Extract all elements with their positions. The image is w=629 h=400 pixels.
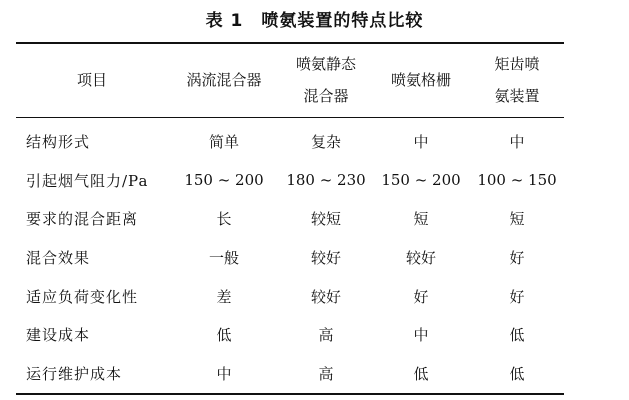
table-cell: 中: [509, 133, 525, 152]
caption-title: 喷氨装置的特点比较: [261, 11, 424, 31]
table-row: [16, 117, 564, 161]
table-row: [16, 277, 564, 316]
table-cell: 较好: [310, 287, 341, 306]
table-cell: 低: [413, 364, 429, 383]
header-ammonia-grid: [372, 43, 470, 117]
header-vortex-mixer: [168, 43, 280, 117]
table-cell: 好: [509, 287, 525, 306]
table-cell: 180 ~ 230: [286, 171, 366, 190]
caption-number: 表 1: [205, 11, 244, 31]
table-cell: 较好: [310, 249, 341, 268]
table-cell: 差: [216, 287, 232, 306]
table-cell: 高: [318, 364, 334, 383]
row-label: 适应负荷变化性: [26, 287, 139, 306]
table-cell: 简单: [208, 133, 239, 152]
header-tooth-injector: [470, 43, 564, 117]
row-label: 引起烟气阻力/Pa: [26, 171, 149, 190]
header-line: 矩齿喷: [494, 55, 540, 74]
header-line: 氨装置: [494, 87, 540, 106]
header-line: 项目: [76, 71, 107, 90]
table-cell: 低: [216, 326, 232, 345]
row-label: 建设成本: [26, 326, 91, 345]
row-label: 混合效果: [26, 249, 91, 268]
table-cell: 高: [318, 326, 334, 345]
table-body: [16, 117, 564, 394]
table-cell: 低: [509, 364, 525, 383]
header-line: 喷氨格栅: [390, 71, 451, 90]
table-header: [16, 43, 564, 117]
table-row: [16, 161, 564, 200]
table-cell: 150 ~ 200: [381, 171, 461, 190]
table-cell: 较短: [310, 210, 341, 229]
table-cell: 150 ~ 200: [184, 171, 264, 190]
table-cell: 长: [216, 210, 232, 229]
row-label: 结构形式: [26, 133, 91, 152]
table-cell: 中: [413, 326, 429, 345]
table-row: [16, 238, 564, 277]
table-cell: 低: [509, 326, 525, 345]
table-row: [16, 200, 564, 239]
table-cell: 复杂: [310, 133, 341, 152]
table-cell: 一般: [208, 249, 239, 268]
table-cell: 100 ~ 150: [477, 171, 557, 190]
table-row: [16, 354, 564, 394]
table-cell: 好: [413, 287, 429, 306]
table-cell: 短: [509, 210, 525, 229]
table-cell: 中: [216, 364, 232, 383]
table-caption: [0, 6, 629, 31]
table-cell: 好: [509, 249, 525, 268]
table-cell: 较好: [405, 249, 436, 268]
row-label: 要求的混合距离: [26, 210, 139, 229]
header-row: [16, 43, 564, 117]
header-static-mixer: [280, 43, 372, 117]
row-label: 运行维护成本: [26, 364, 123, 383]
header-item: [16, 43, 168, 117]
header-line: 喷氨静态: [295, 55, 356, 74]
table-row: [16, 315, 564, 354]
comparison-table: [16, 42, 564, 395]
table-cell: 短: [413, 210, 429, 229]
header-line: 混合器: [303, 87, 349, 106]
header-line: 涡流混合器: [186, 71, 262, 90]
table-cell: 中: [413, 133, 429, 152]
